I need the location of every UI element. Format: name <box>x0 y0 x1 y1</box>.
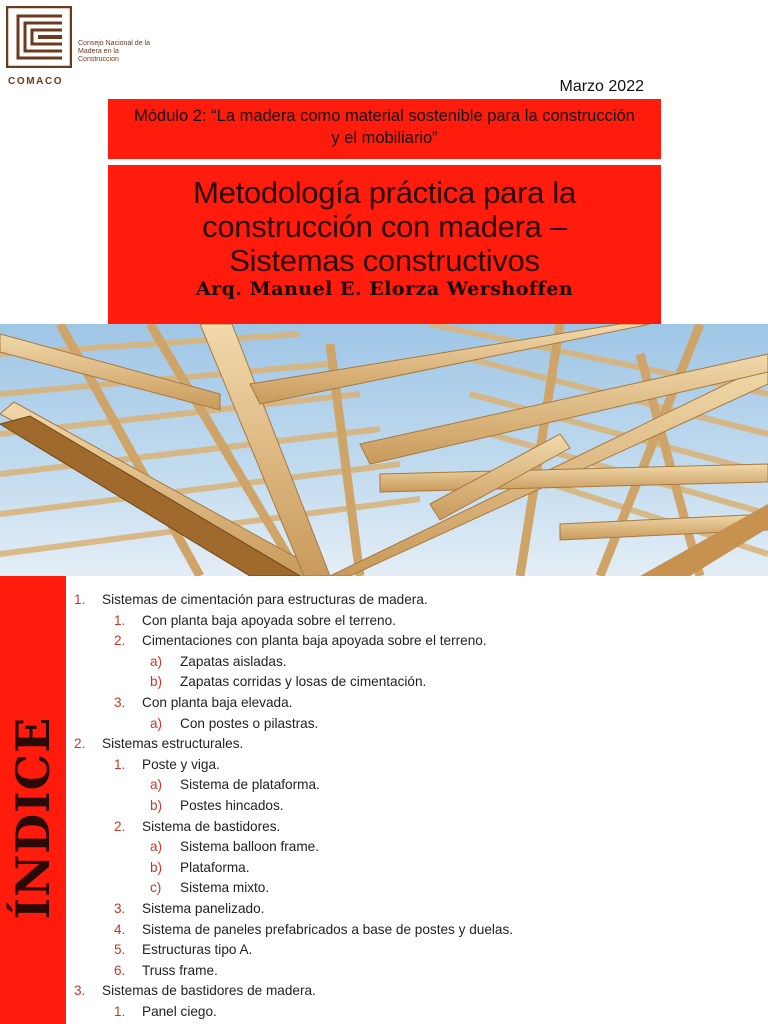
toc-item-level-2 <box>74 920 764 941</box>
toc-item-text: Sistemas de cimentación para estructuras de madera. <box>102 592 428 607</box>
toc-item-level-3 <box>74 775 764 796</box>
toc-item-text: Sistema mixto. <box>180 880 270 896</box>
toc-item-level-3 <box>74 652 764 673</box>
roof-trusses-image <box>0 324 768 576</box>
toc-item-text: Sistemas estructurales. <box>102 736 244 752</box>
toc-item-number: 1. <box>74 592 86 607</box>
title-line-1: Metodología práctica para la <box>193 175 576 210</box>
toc-item-level-3 <box>74 878 764 899</box>
toc-item-text: Con planta baja apoyada sobre el terreno. <box>142 612 396 628</box>
toc-item-level-1 <box>74 590 764 611</box>
toc-item-level-2 <box>74 755 764 776</box>
toc-item-level-2 <box>74 693 764 714</box>
toc-item-level-3 <box>74 858 764 879</box>
toc-item-number: 3. <box>74 983 86 999</box>
toc-item-text: Con postes o pilastras. <box>180 715 319 731</box>
toc-item-level-2 <box>74 1002 764 1023</box>
toc-item-level-2 <box>74 961 764 982</box>
toc-item-number: 5. <box>114 942 126 958</box>
toc-item-text: Sistema de paneles prefabricados a base de postes y duelas. <box>142 921 514 937</box>
logo-acronym: COMACO <box>8 76 64 87</box>
toc-item-number: 1. <box>114 1003 126 1019</box>
author-name: Arq. Manuel E. Elorza Wershoffen <box>195 278 574 300</box>
presentation-date: Marzo 2022 <box>559 78 644 95</box>
toc-item-number: 3. <box>114 694 126 710</box>
module-title: Módulo 2: “La madera como material sostenible para la construcción y el mobiliario” <box>134 107 635 147</box>
toc-item-number: 2. <box>114 818 126 834</box>
toc-item-number: a) <box>150 653 163 669</box>
toc-item-number: c) <box>150 880 162 896</box>
toc-item-level-3 <box>74 837 764 858</box>
title-line-2: construcción con madera – <box>202 209 567 244</box>
toc-item-number: 1. <box>114 612 126 628</box>
toc-item-number: 6. <box>114 962 126 978</box>
toc-item-number: b) <box>150 797 163 813</box>
toc-item-text: Sistemas de bastidores de madera. <box>102 983 316 999</box>
toc-item-number: b) <box>150 859 163 875</box>
toc-item-level-3 <box>74 796 764 817</box>
toc-item-text: Sistema de plataforma. <box>180 777 320 793</box>
toc-item-text: Cimentaciones con planta baja apoyada sobre el terreno. <box>142 633 487 649</box>
title-banner <box>108 165 661 324</box>
index-sidebar <box>0 576 66 1024</box>
toc-item-number: a) <box>150 777 163 793</box>
toc-item-level-2 <box>74 631 764 652</box>
toc-item-level-2 <box>74 611 764 632</box>
toc-item-text: Postes hincados. <box>180 797 284 813</box>
toc-item-text: Sistema de bastidores. <box>142 818 281 834</box>
comaco-logo-mark <box>6 6 72 68</box>
toc-item-text: Con planta baja elevada. <box>142 694 293 710</box>
toc-item-text: Truss frame. <box>142 962 218 978</box>
toc-item-number: 1. <box>114 756 126 772</box>
toc-item-level-2 <box>74 940 764 961</box>
comaco-logo <box>6 6 150 90</box>
toc-item-text: Zapatas aisladas. <box>180 653 287 669</box>
toc-item-level-3 <box>74 714 764 735</box>
toc-item-text: Zapatas corridas y losas de cimentación. <box>180 674 427 690</box>
toc-item-text: Poste y viga. <box>142 756 220 772</box>
title-line-3: Sistemas constructivos <box>229 243 540 278</box>
module-banner <box>108 99 661 159</box>
toc-item-level-3 <box>74 672 764 693</box>
toc-item-number: a) <box>150 839 163 855</box>
toc-item-number: 2. <box>74 736 86 752</box>
toc-item-level-1 <box>74 734 764 755</box>
toc-item-text: Plataforma. <box>180 859 250 875</box>
table-of-contents <box>74 590 764 1022</box>
toc-item-level-2 <box>74 817 764 838</box>
presentation-title <box>108 165 661 278</box>
toc-item-number: b) <box>150 674 163 690</box>
toc-item-text: Sistema panelizado. <box>142 900 265 916</box>
toc-item-level-1 <box>74 981 764 1002</box>
logo-org-name: Consejo Nacional de la Madera en la Construccion <box>78 40 150 63</box>
toc-item-text: Estructuras tipo A. <box>142 942 253 958</box>
toc-item-number: a) <box>150 715 163 731</box>
roof-trusses-photo <box>0 324 768 576</box>
index-heading: ÍNDICE <box>6 716 60 920</box>
toc-item-number: 2. <box>114 633 126 649</box>
toc-item-number: 4. <box>114 921 126 937</box>
toc-item-number: 3. <box>114 900 126 916</box>
toc-item-text: Panel ciego. <box>142 1003 217 1019</box>
toc-item-text: Sistema balloon frame. <box>180 839 320 855</box>
toc-item-level-2 <box>74 899 764 920</box>
